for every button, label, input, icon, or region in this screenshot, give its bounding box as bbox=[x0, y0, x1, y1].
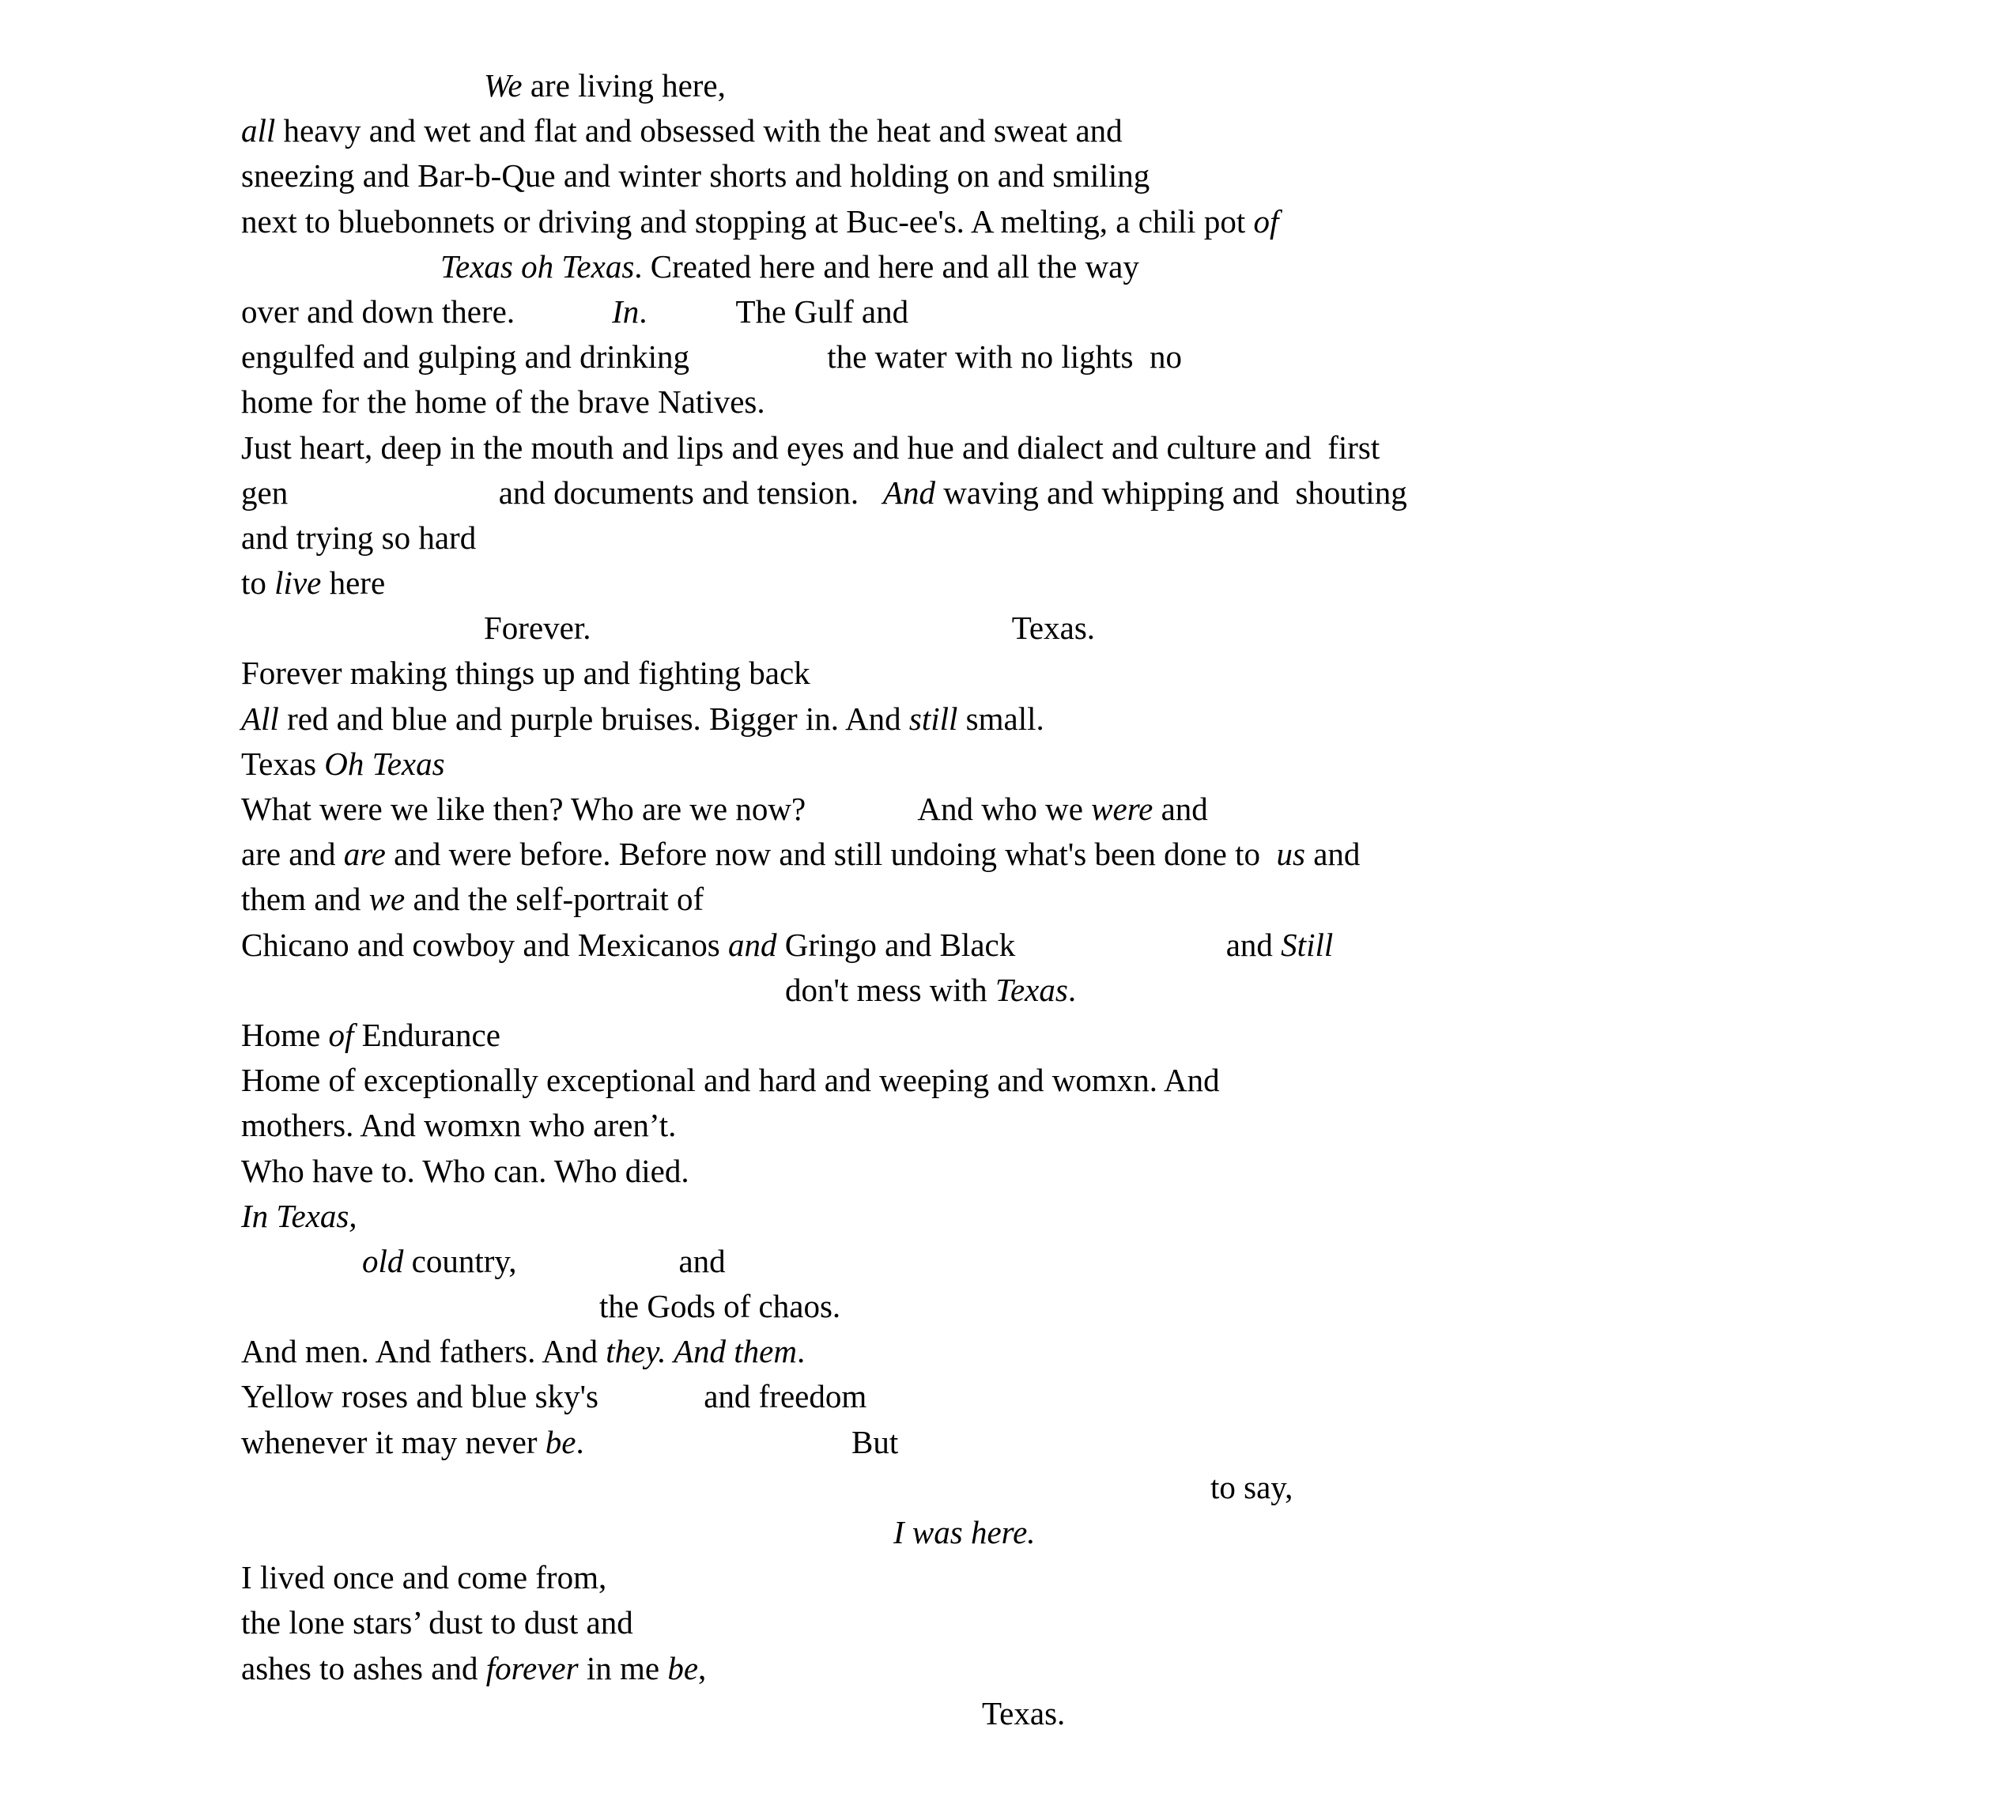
poem-line bbox=[241, 470, 2016, 515]
poem-text-segment: the lone stars’ dust to dust and bbox=[241, 1604, 633, 1641]
poem-text-segment: are bbox=[343, 836, 386, 873]
poem-line bbox=[241, 1058, 2016, 1103]
poem-text-segment: whenever it may never bbox=[241, 1423, 546, 1460]
poem-line bbox=[241, 697, 2016, 742]
poem-text-segment: red and blue and purple bruises. Bigger in. And bbox=[278, 700, 909, 737]
poem-text-segment: waving and whipping and shouting bbox=[934, 474, 1407, 511]
poem-text-segment: Texas. bbox=[982, 1694, 1066, 1731]
poem-text-segment: All bbox=[241, 700, 279, 737]
poem-text-segment: and trying so hard bbox=[241, 519, 477, 556]
poem-line bbox=[241, 289, 2016, 334]
poem-text-segment: I lived once and come from, bbox=[241, 1559, 607, 1596]
poem-text-segment: to say, bbox=[1210, 1468, 1293, 1505]
poem-text-segment: In bbox=[612, 293, 640, 330]
poem-text-segment: What were we like then? Who are we now? And who we bbox=[241, 791, 1092, 827]
poem-line bbox=[241, 425, 2016, 470]
poem-line bbox=[241, 1284, 2016, 1329]
poem-text-segment: Who have to. Who can. Who died. bbox=[241, 1152, 689, 1189]
poem-text-segment: small. bbox=[957, 700, 1044, 737]
poem-text-segment: and the self-portrait of bbox=[405, 881, 704, 918]
poem-text-segment: . Created here and here and all the way bbox=[634, 247, 1139, 285]
poem-line bbox=[241, 1555, 2016, 1600]
poem-line bbox=[241, 561, 2016, 606]
poem-text-segment: , bbox=[698, 1649, 707, 1686]
poem-text-segment: Chicano and cowboy and Mexicanos bbox=[241, 926, 728, 963]
poem-text-segment: mothers. And womxn who aren’t. bbox=[241, 1107, 677, 1144]
poem-line bbox=[241, 923, 2016, 968]
poem-line bbox=[241, 1420, 2016, 1465]
poem-text-segment: and bbox=[1304, 836, 1361, 873]
poem-text-segment: the Gods of chaos. bbox=[599, 1288, 841, 1325]
poem-text-segment: Forever making things up and fighting back bbox=[241, 655, 810, 692]
poem-text-segment: . The Gulf and bbox=[639, 293, 909, 330]
poem-text-segment: Gringo and Black and bbox=[776, 926, 1282, 963]
poem-text-segment: Just heart, deep in the mouth and lips and eyes and hue and dialect and culture and first bbox=[241, 429, 1380, 466]
poem-text-segment: and were before. Before now and still undoing what's been done to bbox=[385, 836, 1277, 873]
poem-text-segment: of bbox=[1253, 202, 1279, 240]
poem-text-segment: Texas bbox=[995, 971, 1068, 1008]
poem-line bbox=[241, 1510, 2016, 1555]
poem-text-segment: are and bbox=[241, 836, 344, 873]
poem-text-segment: be bbox=[667, 1649, 699, 1686]
poem-line bbox=[241, 199, 2016, 244]
poem-line bbox=[241, 787, 2016, 832]
poem-line bbox=[241, 1374, 2016, 1419]
poem-line bbox=[241, 1691, 2016, 1736]
poem-text-segment: be bbox=[545, 1423, 576, 1460]
poem-text-segment: still bbox=[908, 700, 958, 737]
poem-line bbox=[241, 968, 2016, 1013]
poem-text-segment: . But bbox=[576, 1423, 899, 1460]
poem-text-segment: sneezing and Bar-b-Que and winter shorts and holding on and smiling bbox=[241, 157, 1150, 194]
poem-text-segment: next to bluebonnets or driving and stopping at Buc-ee's. A melting, a chili pot bbox=[241, 202, 1254, 240]
poem-text-segment: heavy and wet and flat and obsessed with the heat and sweat and bbox=[275, 112, 1123, 149]
poem-text-segment: We bbox=[484, 67, 523, 104]
poem-line bbox=[241, 1465, 2016, 1510]
poem-line bbox=[241, 1103, 2016, 1148]
poem-text-segment: they. And them bbox=[606, 1333, 797, 1370]
poem-line bbox=[241, 153, 2016, 198]
poem-text-segment: Home bbox=[241, 1016, 329, 1053]
poem-text-segment: Texas bbox=[241, 745, 325, 782]
poem-line bbox=[241, 515, 2016, 561]
poem-text-segment: I was here. bbox=[893, 1514, 1036, 1550]
poem-text-segment: we bbox=[368, 881, 406, 918]
poem-line bbox=[241, 1149, 2016, 1194]
poem-text-segment: them and bbox=[241, 881, 369, 918]
poem-text-segment: to bbox=[241, 565, 275, 602]
poem-line bbox=[241, 1646, 2016, 1691]
poem-text-segment: Texas oh Texas bbox=[440, 247, 635, 285]
poem-text-segment: gen and documents and tension. bbox=[241, 474, 883, 511]
poem-line bbox=[241, 1013, 2016, 1058]
poem-text-segment: Oh Texas bbox=[324, 745, 445, 782]
poem-text-segment: Forever. Texas. bbox=[484, 610, 1096, 647]
poem-text-segment: Still bbox=[1281, 926, 1334, 963]
poem-text-segment: don't mess with bbox=[785, 971, 995, 1008]
poem-text-segment: all bbox=[241, 112, 276, 149]
poem-text-segment: And bbox=[882, 474, 935, 511]
poem-text-segment: of bbox=[328, 1016, 354, 1053]
poem-line bbox=[241, 1329, 2016, 1374]
poem-text-segment: here bbox=[321, 565, 386, 602]
poem-text-segment: live bbox=[274, 565, 322, 602]
poem-line bbox=[241, 742, 2016, 787]
poem-text-segment: in me bbox=[578, 1649, 668, 1686]
poem-line bbox=[241, 334, 2016, 379]
poem-text-segment: In Texas, bbox=[241, 1197, 357, 1234]
poem-line bbox=[241, 1194, 2016, 1239]
poem-line bbox=[241, 244, 2016, 289]
poem-line bbox=[241, 379, 2016, 425]
poem-text-segment: Home of exceptionally exceptional and hard and weeping and womxn. And bbox=[241, 1062, 1220, 1099]
poem-text-segment: And men. And fathers. And bbox=[241, 1333, 606, 1370]
poem-line bbox=[241, 108, 2016, 153]
poem-line bbox=[241, 606, 2016, 651]
poem-text-segment: country, and bbox=[403, 1242, 726, 1279]
poem-line bbox=[241, 651, 2016, 696]
poem-text-segment: over and down there. bbox=[241, 293, 613, 330]
poem-text-segment: forever bbox=[485, 1649, 579, 1686]
poem-text-segment: and bbox=[727, 926, 777, 963]
poem-line bbox=[241, 877, 2016, 922]
poem-line bbox=[241, 1600, 2016, 1645]
poem-text-segment: engulfed and gulping and drinking the water with no lights no bbox=[241, 338, 1182, 376]
poem-text-segment: were bbox=[1091, 791, 1153, 827]
poem-text-segment: are living here, bbox=[522, 67, 726, 104]
poem-text-segment: . bbox=[1067, 971, 1077, 1008]
poem-line bbox=[241, 1239, 2016, 1284]
poem-text-segment: . bbox=[796, 1333, 806, 1370]
poem-text-segment: ashes to ashes and bbox=[241, 1649, 486, 1686]
poem-text-segment: Endurance bbox=[353, 1016, 500, 1053]
poem-line bbox=[241, 832, 2016, 877]
poem-text-segment: home for the home of the brave Natives. bbox=[241, 383, 765, 421]
poem-text-segment: and bbox=[1153, 791, 1208, 827]
poem-text-segment: old bbox=[362, 1242, 404, 1279]
poem-line bbox=[241, 63, 2016, 108]
poem-text-segment: us bbox=[1276, 836, 1305, 873]
poem-text-segment: Yellow roses and blue sky's and freedom bbox=[241, 1378, 867, 1415]
